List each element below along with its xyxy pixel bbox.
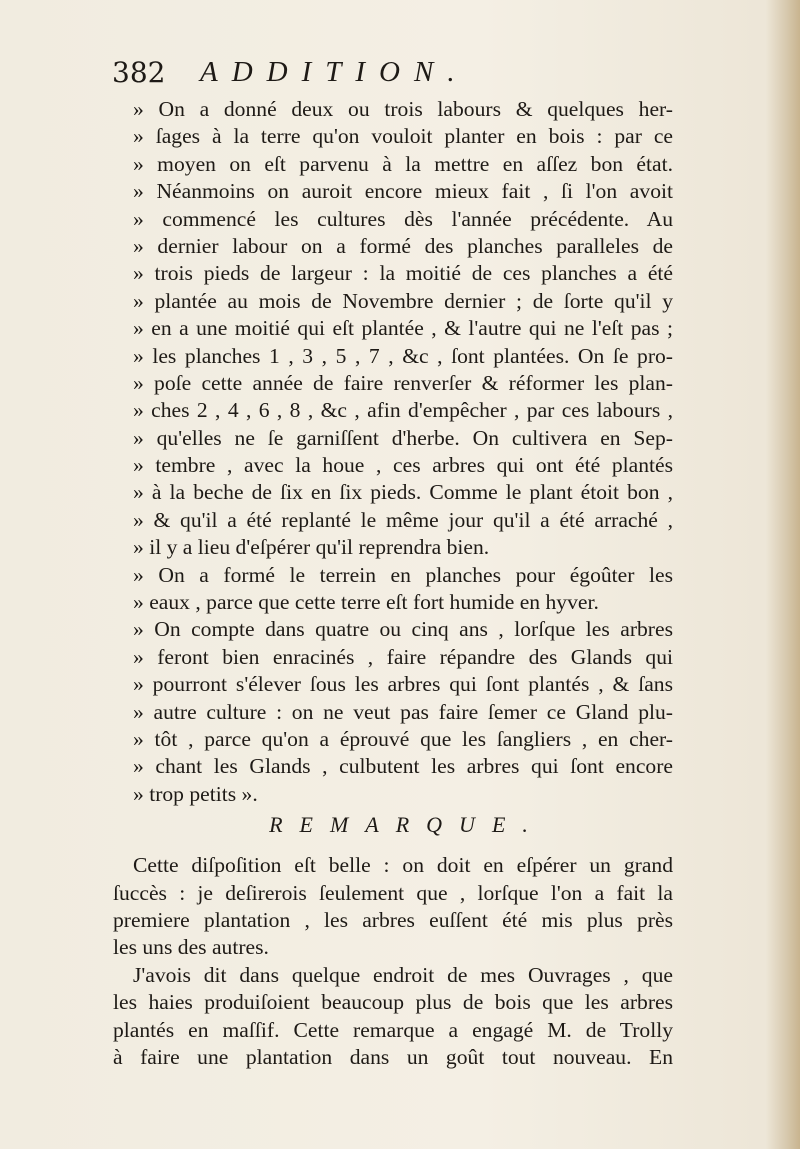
quote-line: » tôt , parce qu'on a éprouvé que les ſangliers , en cher- <box>133 726 673 751</box>
quote-line: » ſages à la terre qu'on vouloit planter en bois : par ce <box>133 124 673 149</box>
remark-line: ſuccès : je deſirerois ſeulement que , lorſque l'on a fait la <box>113 880 673 905</box>
quote-line: » dernier labour on a formé des planches paralleles de <box>133 233 673 258</box>
remark-line: les uns des autres. <box>113 935 269 960</box>
quote-line: » il y a lieu d'eſpérer qu'il reprendra bien. <box>133 535 490 560</box>
page-number: 382 <box>112 56 166 89</box>
quote-line: » en a une moitié qui eſt plantée , & l'autre qui ne l'eſt pas ; <box>133 316 673 341</box>
remark-line: à faire une plantation dans un goût tout nouveau. En <box>113 1044 673 1069</box>
quote-line: » moyen on eſt parvenu à la mettre en aſſez bon état. <box>133 151 673 176</box>
quote-line: » pourront s'élever ſous les arbres qui ſont plantés , & ſans <box>133 672 673 697</box>
quote-line: » tembre , avec la houe , ces arbres qui ont été plantés <box>133 453 673 478</box>
quote-line: » Néanmoins on auroit encore mieux fait , ſi l'on avoit <box>133 179 673 204</box>
quote-line: » plantée au mois de Novembre dernier ; de ſorte qu'il y <box>133 288 673 313</box>
quote-line: » ches 2 , 4 , 6 , 8 , &c , afin d'empêcher , par ces labours , <box>133 398 673 423</box>
quote-line: » eaux , parce que cette terre eſt fort humide en hyver. <box>133 590 599 615</box>
quote-line: » & qu'il a été replanté le même jour qu'il a été arraché , <box>133 507 673 532</box>
body-text <box>113 96 673 1071</box>
quote-line: » qu'elles ne ſe garniſſent d'herbe. On cultivera en Sep- <box>133 425 673 450</box>
quote-line: » On compte dans quatre ou cinq ans , lorſque les arbres <box>133 617 673 642</box>
running-title: ADDITION. <box>200 56 469 88</box>
remark-line: plantés en maſſif. Cette remarque a engagé M. de Trolly <box>113 1017 673 1042</box>
remark-line: J'avois dit dans quelque endroit de mes Ouvrages , que <box>133 962 673 987</box>
remark-line: premiere plantation , les arbres euſſent été mis plus près <box>113 907 673 932</box>
remark-line: Cette diſpoſition eſt belle : on doit en eſpérer un grand <box>133 853 673 878</box>
quote-line: » feront bien enracinés , faire répandre des Glands qui <box>133 644 673 669</box>
section-gap <box>113 842 673 852</box>
quote-line: » On a formé le terrein en planches pour égoûter les <box>133 562 673 587</box>
quote-line: » trois pieds de largeur : la moitié de ces planches a été <box>133 261 673 286</box>
quote-line: » chant les Glands , culbutent les arbres qui ſont encore <box>133 754 673 779</box>
quote-line: » On a donné deux ou trois labours & quelques her- <box>133 97 673 121</box>
remark-heading: REMARQUE. <box>269 812 545 838</box>
remark-line: les haies produiſoient beaucoup plus de bois que les arbres <box>113 990 673 1015</box>
quote-line: » trop petits ». <box>133 781 258 806</box>
quote-line: » poſe cette année de faire renverſer & réformer les plan- <box>133 370 673 395</box>
running-header <box>112 50 672 94</box>
page-edge-shadow <box>766 0 800 1149</box>
quote-line: » commencé les cultures dès l'année précédente. Au <box>133 206 673 231</box>
quote-line: » les planches 1 , 3 , 5 , 7 , &c , ſont plantées. On ſe pro- <box>133 343 673 368</box>
quote-line: » à la beche de ſix en ſix pieds. Comme le plant étoit bon , <box>133 480 673 505</box>
quote-line: » autre culture : on ne veut pas faire ſemer ce Gland plu- <box>133 699 673 724</box>
